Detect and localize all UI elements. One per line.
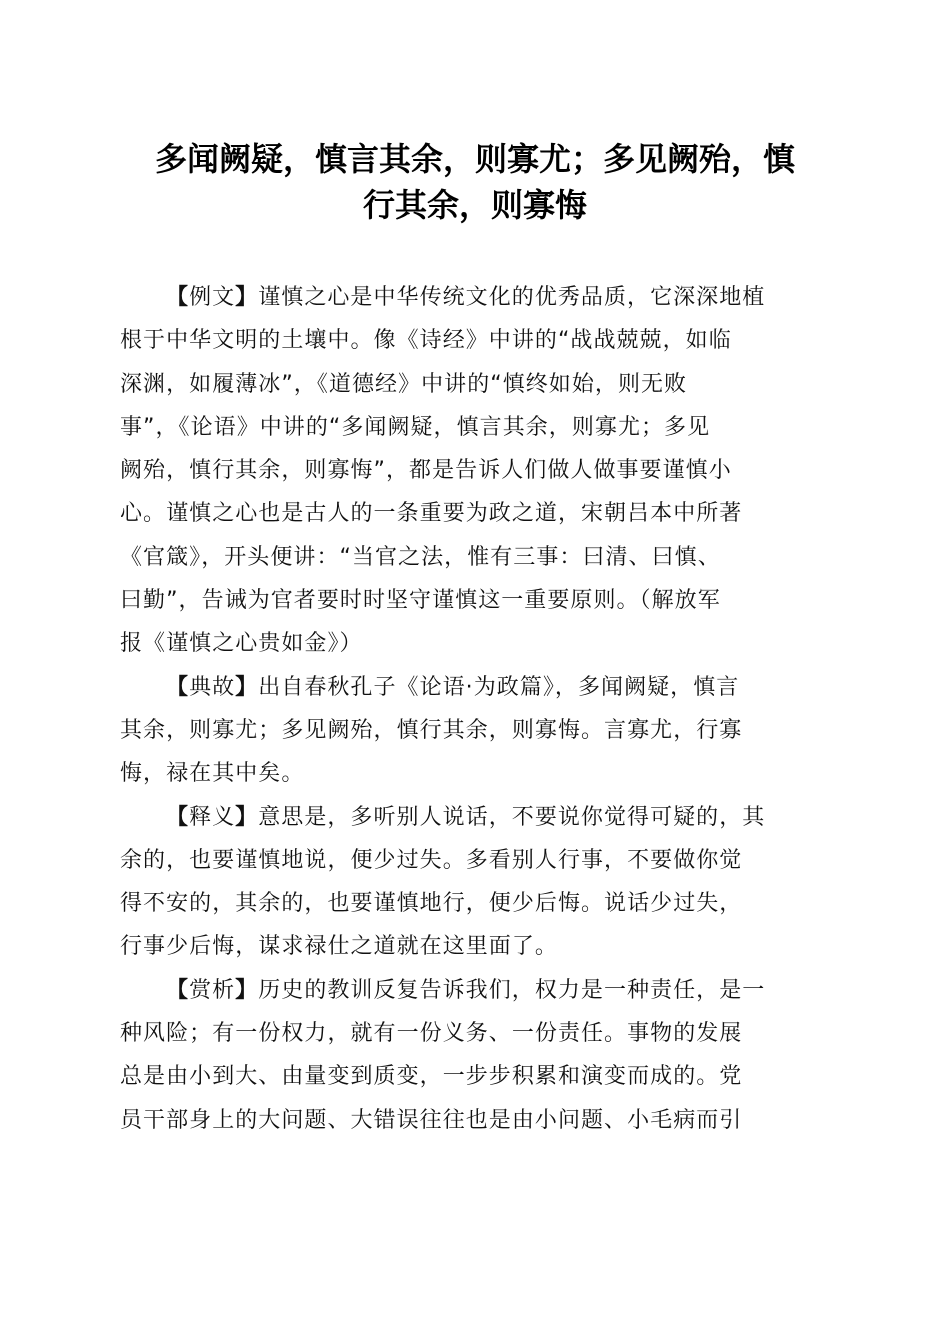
paragraph-line: 总是由小到大、由量变到质变，一步步积累和演变而成的。党 (120, 1064, 743, 1090)
paragraph-line (120, 801, 825, 844)
section-label-close-bracket: 】 (235, 804, 259, 830)
paragraph-line: 根于中华文明的土壤中。像《诗经》中讲的“战战兢兢，如临 (120, 328, 732, 354)
paragraph-line: 行事少后悔，谋求禄仕之道就在这里面了。 (120, 934, 558, 960)
paragraph-line: 种风险；有一份权力，就有一份义务、一份责任。事物的发展 (120, 1021, 743, 1047)
paragraph-line: 悔，禄在其中矣。 (120, 761, 305, 787)
paragraph-line: 余的，也要谨慎地说，便少过失。多看别人行事，不要做你觉 (120, 847, 743, 873)
paragraph-line: 深渊，如履薄冰”，《道德经》中讲的“慎终如始，则无败 (120, 371, 688, 397)
section-label-open-bracket: 【 (166, 285, 190, 310)
line-text: 历史的教训反复告诉我们，权力是一种责任，是一 (258, 977, 766, 1003)
section-label: 释义 (189, 804, 236, 830)
section-label-open-bracket: 【 (166, 977, 190, 1003)
line-text: 出自春秋孔子《论语·为政篇》，多闻阙疑，慎言 (258, 674, 740, 700)
paragraph-line: 阙殆，慎行其余，则寡悔”，都是告诉人们做人做事要谨慎小 (120, 458, 732, 484)
line-text: 谨慎之心是中华传统文化的优秀品质，它深深地植 (258, 285, 766, 310)
paragraph-line (120, 671, 825, 714)
section-appreciation (120, 974, 825, 1147)
section-interpretation (120, 801, 825, 974)
title-line: 行其余，则寡悔 (362, 186, 587, 224)
title-line: 多闻阙疑，慎言其余，则寡尤；多见阙殆，慎 (154, 140, 795, 178)
section-label: 典故 (189, 674, 236, 700)
section-allusion (120, 671, 825, 801)
paragraph-line: 曰勤”，告诫为官者要时时坚守谨慎这一重要原则。（解放军 (120, 588, 721, 614)
paragraph-line: 得不安的，其余的，也要谨慎地行，便少后悔。说话少过失， (120, 891, 743, 917)
section-example (120, 281, 825, 671)
section-label-close-bracket: 】 (235, 674, 259, 700)
paragraph-line: 其余，则寡尤；多见阙殆，慎行其余，则寡悔。言寡尤，行寡 (120, 717, 743, 743)
section-label-open-bracket: 【 (166, 804, 190, 830)
paragraph-line: 员干部身上的大问题、大错误往往也是由小问题、小毛病而引 (120, 1107, 743, 1133)
section-label: 例文 (189, 285, 236, 310)
paragraph-line: 《官箴》，开头便讲：“当官之法，惟有三事：曰清、曰慎、 (120, 544, 721, 570)
paragraph-line (120, 281, 825, 324)
paragraph-line: 事”，《论语》中讲的“多闻阙疑，慎言其余，则寡尤；多见 (120, 414, 711, 440)
line-text: 意思是，多听别人说话，不要说你觉得可疑的，其 (258, 804, 766, 830)
paragraph-line: 心。谨慎之心也是古人的一条重要为政之道，宋朝吕本中所著 (120, 501, 743, 527)
document-body (120, 281, 825, 1147)
paragraph-line: 报《谨慎之心贵如金》） (120, 631, 363, 657)
document-title (110, 136, 840, 228)
section-label-close-bracket: 】 (235, 285, 259, 310)
section-label: 赏析 (189, 977, 236, 1003)
paragraph-line (120, 974, 825, 1017)
section-label-close-bracket: 】 (235, 977, 259, 1003)
section-label-open-bracket: 【 (166, 674, 190, 700)
